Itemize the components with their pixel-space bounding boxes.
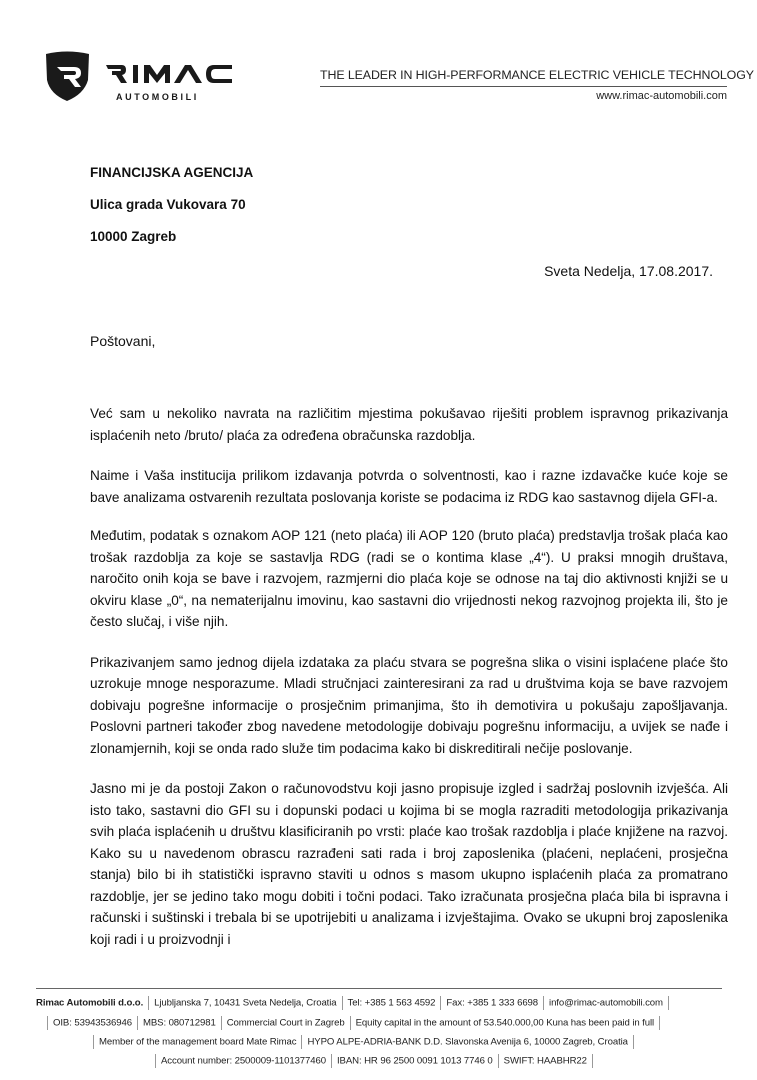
footer-separator (350, 1016, 351, 1030)
footer-divider (36, 988, 722, 989)
footer-separator (440, 996, 441, 1010)
footer-separator (592, 1054, 593, 1068)
body-paragraph: Jasno mi je da postoji Zakon o računovodstvu koji jasno propisuje izgled i sadržaj poslovnih izvješća. Ali isto tako, sastavni dio GFI su i dopunski podaci u kojima bi se mogla razraditi metodologija prikazivanja svih plaća isplaćenih u društvu klasificiranih po vrsti: plaće kao trošak razdoblja i plaće knjižene na razvoj. Kako su u navedenom obrascu razrađeni sati rada i broj zaposlenika (plaćeni, neplaćeni, prosječna stanja) bilo bi ih statistički ispravno staviti u odnos s masom ukupno isplaćenih plaća za promatrano razdoblje, jer se jedino tako mogu dobiti i točni podaci. Tako izračunata prosječna plaća bila bi ispravna i računski i suštinski i trebala bi se upotrijebiti u analizama i izvještajima. Ovako se ukupni broj zaposlenika koji radi i u proizvodnji i (90, 781, 728, 947)
company-tagline: THE LEADER IN HIGH-PERFORMANCE ELECTRIC VEHICLE TECHNOLOGY (320, 68, 727, 87)
footer-account: Account number: 2500009-1101377460 (161, 1055, 326, 1067)
rimac-shield-logo-icon (44, 50, 91, 102)
footer-separator (301, 1035, 302, 1049)
footer-line-registration (42, 1016, 665, 1030)
footer-line-bank (88, 1035, 639, 1049)
body-paragraph: Već sam u nekoliko navrata na različitim mjestima pokušavao riješiti problem ispravnog prikazivanja isplaćenih neto /bruto/ plaća za određena obračunska razdoblja. (90, 406, 728, 443)
body-paragraph: Međutim, podatak s oznakom AOP 121 (neto plaća) ili AOP 120 (bruto plaća) predstavlja trošak plaća kao trošak razdoblja za koje se sastavlja RDG (radi se o kontima klase „4“). U praksi mnogih društava, naročito onih koja se bave i razvojem, razmjerni dio plaća koje se odnose na taj dio aktivnosti knjiži se u okviru klase „0“, na nematerijalnu imovinu, kao sastavni dio vrijednosti nekog razvojnog projekta ili, što je često slučaj, i više njih. (90, 528, 728, 629)
body-paragraph: Naime i Vaša institucija prilikom izdavanja potvrda o solventnosti, kao i razne izdavačke kuće koje se bave analizama ostvarenih rezultata poslovanja koriste se podacima iz RDG kao sastavnog dijela GFI-a. (90, 468, 728, 505)
recipient-city: 10000 Zagreb (90, 229, 177, 244)
footer-company: Rimac Automobili d.o.o. (36, 997, 144, 1009)
footer-iban: IBAN: HR 96 2500 0091 1013 7746 0 (336, 1055, 493, 1067)
recipient-street: Ulica grada Vukovara 70 (90, 197, 246, 212)
footer-bank: HYPO ALPE-ADRIA-BANK D.D. Slavonska Avenija 6, 10000 Zagreb, Croatia (307, 1036, 628, 1048)
letter-body (90, 403, 728, 969)
footer-tel: Tel: +385 1 563 4592 (347, 997, 436, 1009)
letterhead (0, 0, 757, 120)
footer-separator (148, 996, 149, 1010)
salutation: Poštovani, (90, 333, 156, 349)
footer-swift: SWIFT: HAABHR22 (503, 1055, 587, 1067)
footer-separator (155, 1054, 156, 1068)
footer-separator (543, 996, 544, 1010)
footer-line-account (150, 1054, 598, 1068)
footer-separator (659, 1016, 660, 1030)
footer-mbs: MBS: 080712981 (142, 1017, 216, 1029)
company-website[interactable]: www.rimac-automobili.com (596, 90, 727, 102)
footer-address: Ljubljanska 7, 10431 Sveta Nedelja, Croatia (154, 997, 337, 1009)
footer-separator (137, 1016, 138, 1030)
footer-board: Member of the management board Mate Rimac (99, 1036, 297, 1048)
footer-email[interactable]: info@rimac-automobili.com (549, 997, 663, 1009)
rimac-wordmark-logo (104, 62, 234, 86)
footer-separator (498, 1054, 499, 1068)
footer-separator (221, 1016, 222, 1030)
footer-capital: Equity capital in the amount of 53.540.000,00 Kuna has been paid in full (355, 1017, 655, 1029)
footer-oib: OIB: 53943536946 (53, 1017, 132, 1029)
footer-separator (668, 996, 669, 1010)
footer-court: Commercial Court in Zagreb (226, 1017, 345, 1029)
body-paragraph: Prikazivanjem samo jednog dijela izdataka za plaću stvara se pogrešna slika o visini isplaćene plaće što uzrokuje mnoge nesporazume. Mladi stručnjaci zainteresirani za rad u društvima koja se bave razvojem dobivaju pogrešne informacije o prosječnim primanjima, što ih demotivira u pokušaju zapošljavanja. Poslovni partneri također zbog navedene metodologije dobivaju pogrešnu informaciju, a uvijek se nađe i zlonamjernih, koji se onda rado služe tim podacima kako bi diskreditirali nečije poslovanje. (90, 654, 728, 756)
footer-line-contact (36, 996, 674, 1010)
letter-date: Sveta Nedelja, 17.08.2017. (544, 263, 713, 279)
recipient-name: FINANCIJSKA AGENCIJA (90, 165, 254, 180)
footer-separator (93, 1035, 94, 1049)
footer-separator (331, 1054, 332, 1068)
footer-separator (633, 1035, 634, 1049)
footer-fax: Fax: +385 1 333 6698 (446, 997, 539, 1009)
footer-separator (47, 1016, 48, 1030)
recipient-address (90, 165, 253, 261)
logo-subtitle: AUTOMOBILI (116, 92, 199, 102)
footer-separator (342, 996, 343, 1010)
